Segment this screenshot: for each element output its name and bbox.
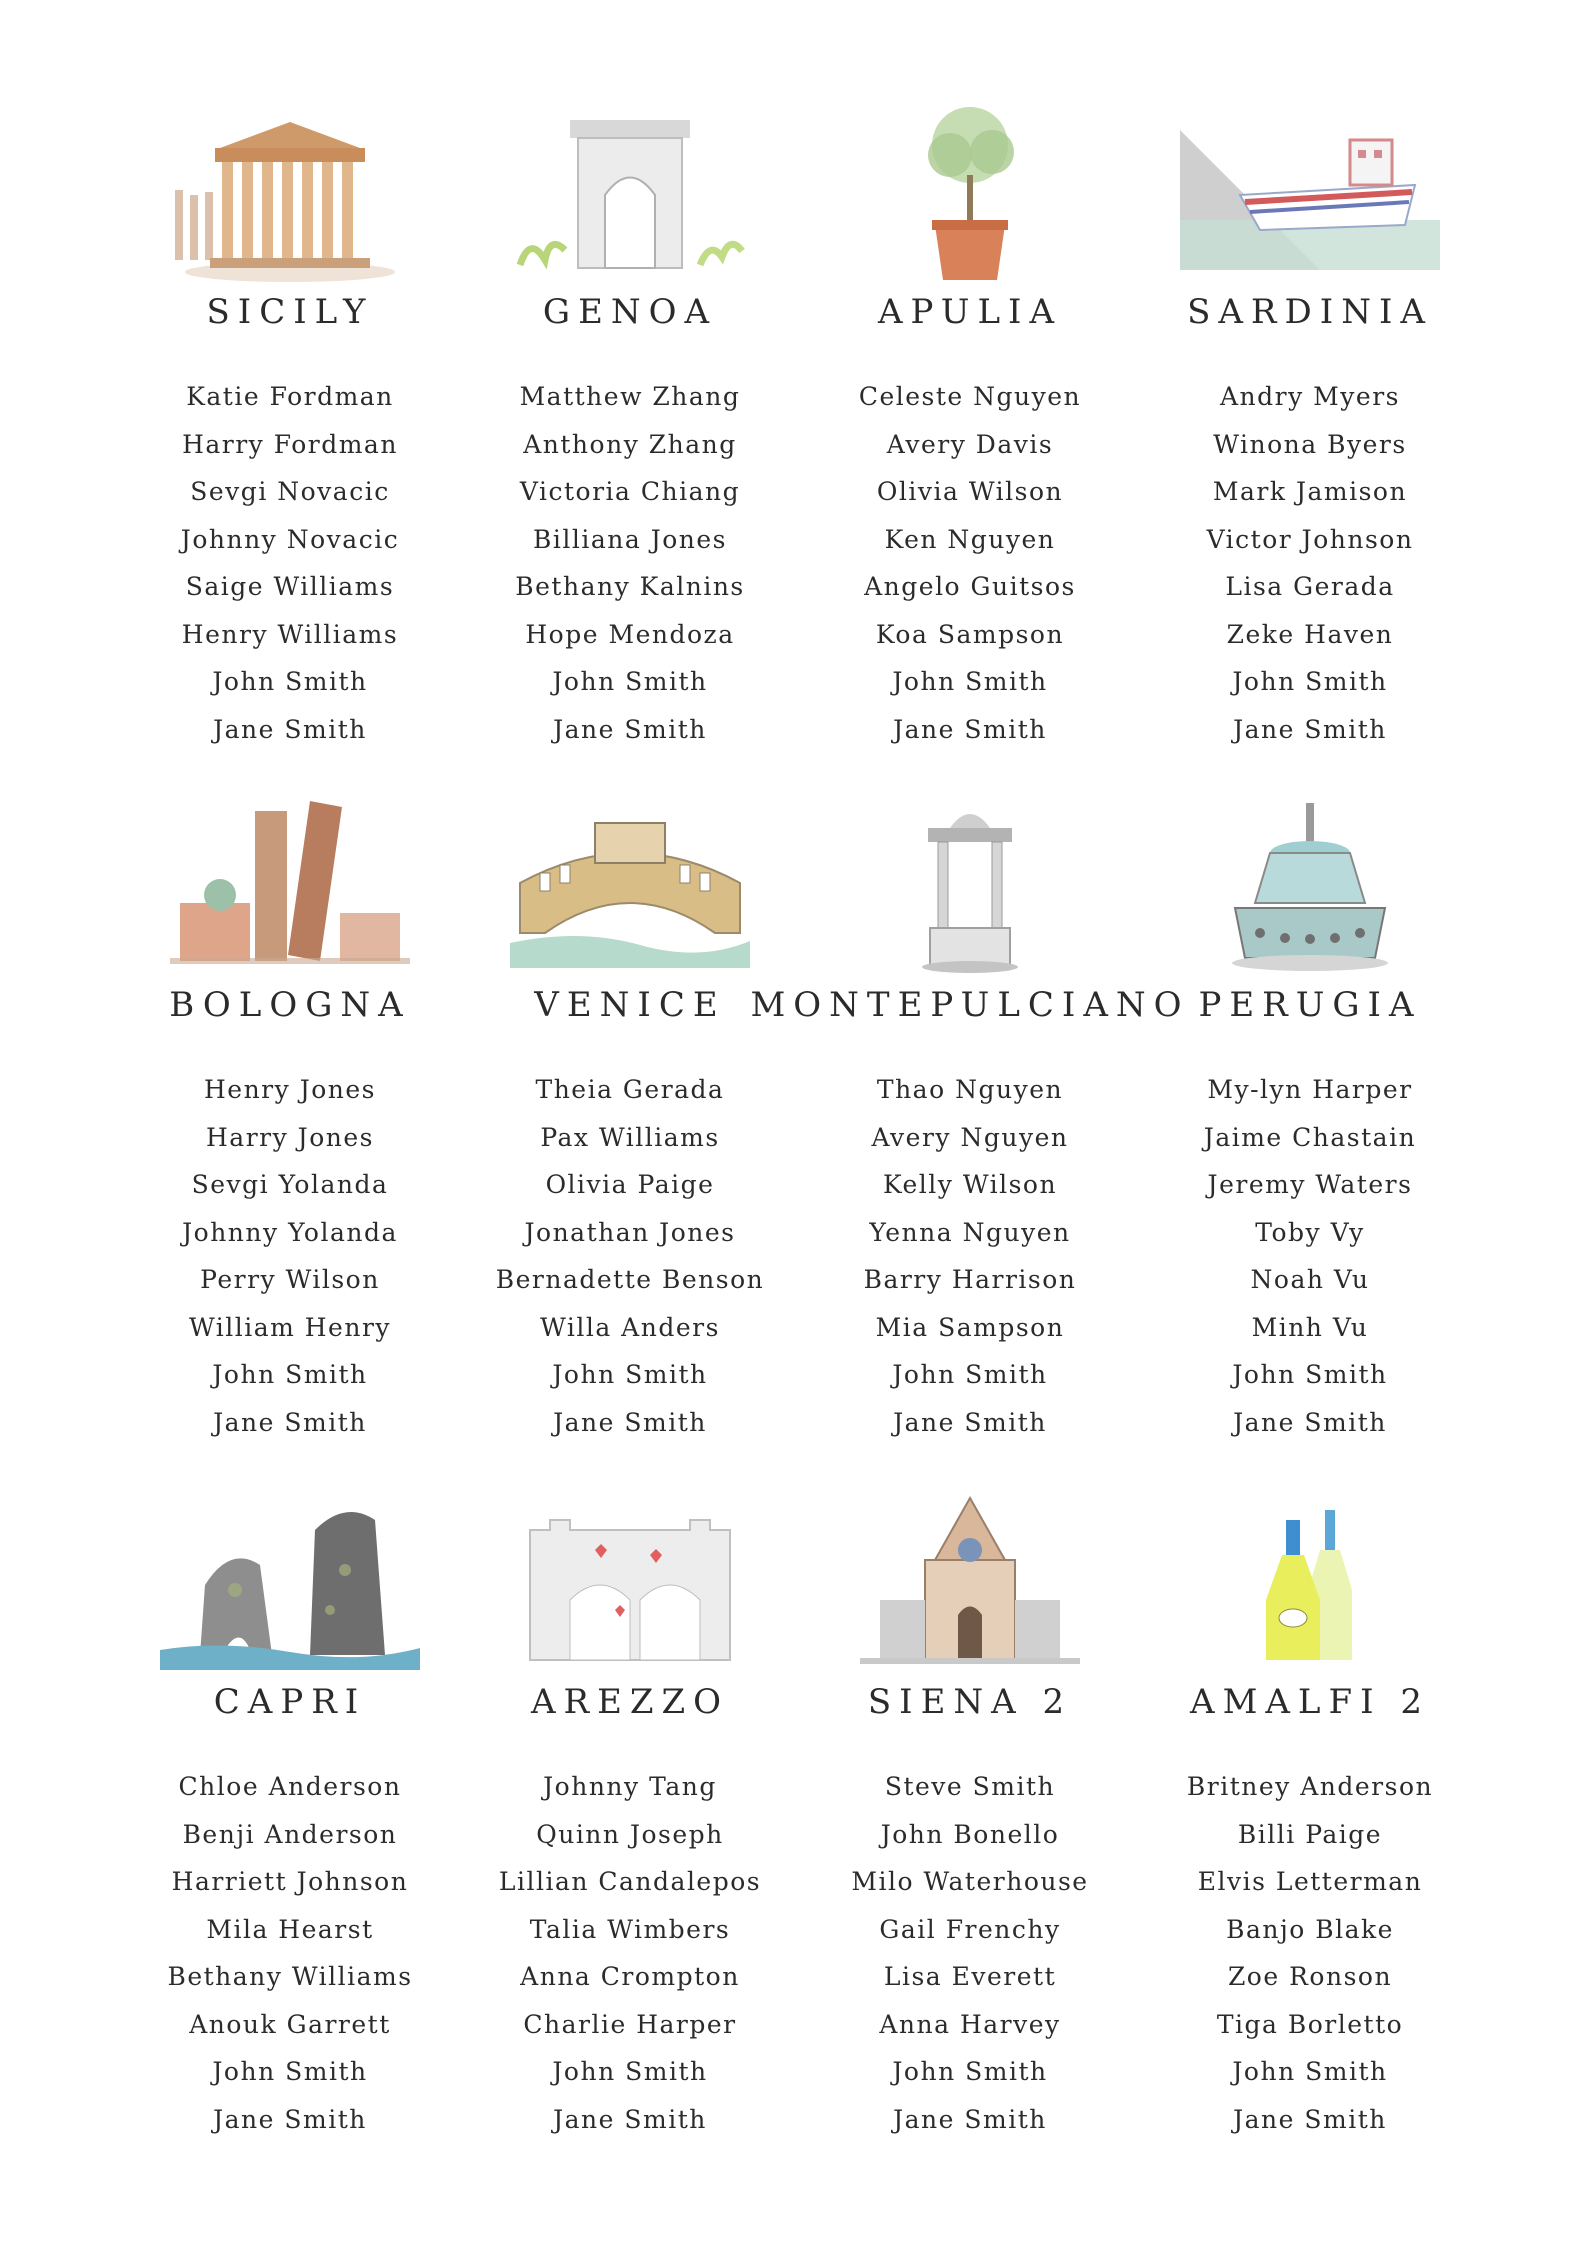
guest-name: Jane Smith (553, 714, 707, 744)
guest-name: Harry Fordman (182, 429, 398, 459)
guest-name: John Smith (1232, 1360, 1388, 1389)
table-name: BOLOGNA (169, 985, 411, 1025)
arch-gate-icon (500, 100, 760, 290)
guest-list (1140, 1763, 1480, 2143)
stone-well-icon (840, 793, 1100, 983)
guest-name: Harry Jones (206, 1122, 374, 1152)
table-name: AMALFI 2 (1190, 1682, 1430, 1722)
guest-name: Tiga Borletto (1216, 2009, 1404, 2039)
guest-name: Zeke Haven (1226, 619, 1394, 649)
guest-name: Henry Jones (203, 1075, 377, 1104)
table-name: CAPRI (213, 1682, 367, 1722)
guest-name: Barry Harrison (863, 1265, 1077, 1294)
guest-name: Sevgi Novacic (190, 477, 390, 506)
guest-name: Mark Jamison (1212, 477, 1408, 506)
guest-name: John Smith (212, 1360, 368, 1389)
city-gate-icon (500, 1490, 760, 1680)
guest-name: John Smith (212, 2057, 368, 2086)
guest-name: Kelly Wilson (882, 1170, 1058, 1199)
guest-name: Toby Vy (1255, 1217, 1365, 1247)
guest-name: Jane Smith (553, 2104, 707, 2134)
guest-name: Perry Wilson (200, 1265, 380, 1294)
guest-name: Anthony Zhang (523, 429, 737, 459)
guest-name: Noah Vu (1250, 1265, 1370, 1294)
guest-name: Winona Byers (1213, 429, 1407, 459)
table-name: VENICE (534, 985, 726, 1025)
guest-name: Jane Smith (213, 2104, 367, 2134)
table-name: PERUGIA (1198, 985, 1422, 1025)
guest-name: John Smith (892, 667, 1048, 696)
table-name: SIENA 2 (867, 1682, 1073, 1722)
guest-name: Celeste Nguyen (858, 382, 1082, 411)
guest-name: Bethany Williams (167, 1962, 413, 1991)
guest-name: Pax Williams (540, 1122, 720, 1152)
guest-name: John Smith (552, 667, 708, 696)
guest-name: John Smith (892, 1360, 1048, 1389)
guest-name: My-lyn Harper (1207, 1075, 1413, 1104)
guest-name: Jane Smith (893, 2104, 1047, 2134)
guest-name: Yenna Nguyen (869, 1217, 1071, 1247)
fishing-boat-icon (1180, 100, 1440, 290)
guest-name: John Smith (212, 667, 368, 696)
guest-name: Victor Johnson (1206, 524, 1414, 554)
guest-name: Britney Anderson (1186, 1772, 1434, 1801)
table-name: SICILY (206, 292, 374, 332)
guest-name: Benji Anderson (182, 1819, 398, 1849)
guest-name: Johnny Tang (543, 1772, 717, 1801)
guest-name: Olivia Paige (545, 1170, 715, 1199)
table-name: MONTEPULCIANO (750, 985, 1190, 1025)
guest-name: Talia Wimbers (529, 1914, 731, 1944)
guest-name: Elvis Letterman (1197, 1867, 1423, 1896)
guest-name: Minh Vu (1251, 1312, 1369, 1342)
guest-name: John Smith (552, 2057, 708, 2086)
guest-name: John Smith (1232, 2057, 1388, 2086)
table-name: SARDINIA (1187, 292, 1433, 332)
guest-name: Matthew Zhang (519, 382, 741, 411)
guest-name: Jane Smith (1233, 714, 1387, 744)
guest-name: Billiana Jones (532, 524, 727, 554)
guest-name: Bethany Kalnins (515, 572, 745, 601)
guest-list (1140, 373, 1480, 753)
guest-name: Avery Davis (886, 429, 1054, 459)
guest-name: Banjo Blake (1226, 1914, 1394, 1944)
guest-name: Sevgi Yolanda (191, 1170, 389, 1199)
guest-list (800, 373, 1140, 753)
guest-name: Koa Sampson (875, 619, 1065, 649)
guest-list (800, 1763, 1140, 2143)
guest-list (120, 1763, 460, 2143)
guest-name: Avery Nguyen (871, 1122, 1069, 1152)
guest-name: Andry Myers (1220, 382, 1400, 411)
table-name: APULIA (877, 292, 1063, 332)
guest-name: Hope Mendoza (525, 619, 735, 649)
guest-name: Jane Smith (213, 1407, 367, 1437)
guest-name: Johnny Yolanda (182, 1217, 398, 1247)
guest-name: Steve Smith (884, 1772, 1056, 1801)
guest-name: Jane Smith (213, 714, 367, 744)
guest-name: Zoe Ronson (1227, 1962, 1393, 1991)
two-towers-icon (160, 793, 420, 983)
guest-name: Katie Fordman (186, 382, 394, 411)
guest-name: Gail Frenchy (879, 1914, 1061, 1944)
guest-name: Mila Hearst (206, 1914, 374, 1944)
guest-name: Jeremy Waters (1207, 1170, 1413, 1199)
guest-name: Anna Crompton (520, 1962, 740, 1991)
guest-name: Lillian Candalepos (498, 1867, 762, 1896)
guest-name: Lisa Everett (883, 1962, 1057, 1991)
table-row (120, 1490, 1480, 2190)
guest-name: Thao Nguyen (876, 1075, 1064, 1104)
guest-name: William Henry (188, 1312, 392, 1342)
guest-list (120, 1066, 460, 1446)
guest-name: Jonathan Jones (524, 1217, 736, 1247)
table-name: GENOA (542, 292, 718, 332)
guest-list (1140, 1066, 1480, 1446)
guest-name: Lisa Gerada (1225, 572, 1395, 601)
guest-name: Angelo Guitsos (864, 572, 1076, 601)
table-row (120, 100, 1480, 800)
guest-name: Chloe Anderson (178, 1772, 402, 1801)
greek-temple-icon (160, 100, 420, 290)
guest-name: John Bonello (880, 1819, 1060, 1849)
guest-name: Victoria Chiang (519, 477, 741, 506)
guest-name: Saige Williams (185, 572, 395, 601)
rialto-bridge-icon (500, 793, 760, 983)
guest-name: Johnny Novacic (180, 524, 400, 554)
guest-name: John Smith (1232, 667, 1388, 696)
table-name: AREZZO (530, 1682, 730, 1722)
guest-list (460, 373, 800, 753)
guest-name: Bernadette Benson (495, 1265, 765, 1294)
guest-name: Jane Smith (553, 1407, 707, 1437)
guest-name: Anna Harvey (879, 2009, 1061, 2039)
guest-name: Milo Waterhouse (851, 1867, 1089, 1896)
guest-name: Jane Smith (1233, 2104, 1387, 2134)
guest-name: Jane Smith (1233, 1407, 1387, 1437)
guest-list (120, 373, 460, 753)
guest-name: Theia Gerada (535, 1075, 725, 1104)
sea-rocks-icon (160, 1490, 420, 1680)
guest-name: Anouk Garrett (189, 2009, 391, 2039)
guest-name: Charlie Harper (523, 2009, 737, 2039)
guest-list (460, 1763, 800, 2143)
table-row (120, 793, 1480, 1493)
cathedral-icon (840, 1490, 1100, 1680)
guest-name: Harriett Johnson (171, 1867, 409, 1896)
guest-name: Jane Smith (893, 714, 1047, 744)
guest-name: Olivia Wilson (876, 477, 1064, 506)
guest-name: Jane Smith (893, 1407, 1047, 1437)
guest-name: Henry Williams (181, 619, 399, 649)
guest-name: Quinn Joseph (536, 1819, 724, 1849)
guest-name: Ken Nguyen (884, 524, 1056, 554)
guest-name: Willa Anders (540, 1312, 720, 1342)
guest-name: Jaime Chastain (1203, 1122, 1417, 1152)
guest-list (800, 1066, 1140, 1446)
guest-name: John Smith (892, 2057, 1048, 2086)
fountain-icon (1180, 793, 1440, 983)
olive-tree-pot-icon (840, 100, 1100, 290)
guest-name: Mia Sampson (875, 1312, 1065, 1342)
limoncello-bottles-icon (1180, 1490, 1440, 1680)
guest-list (460, 1066, 800, 1446)
guest-name: John Smith (552, 1360, 708, 1389)
guest-name: Billi Paige (1237, 1819, 1383, 1849)
